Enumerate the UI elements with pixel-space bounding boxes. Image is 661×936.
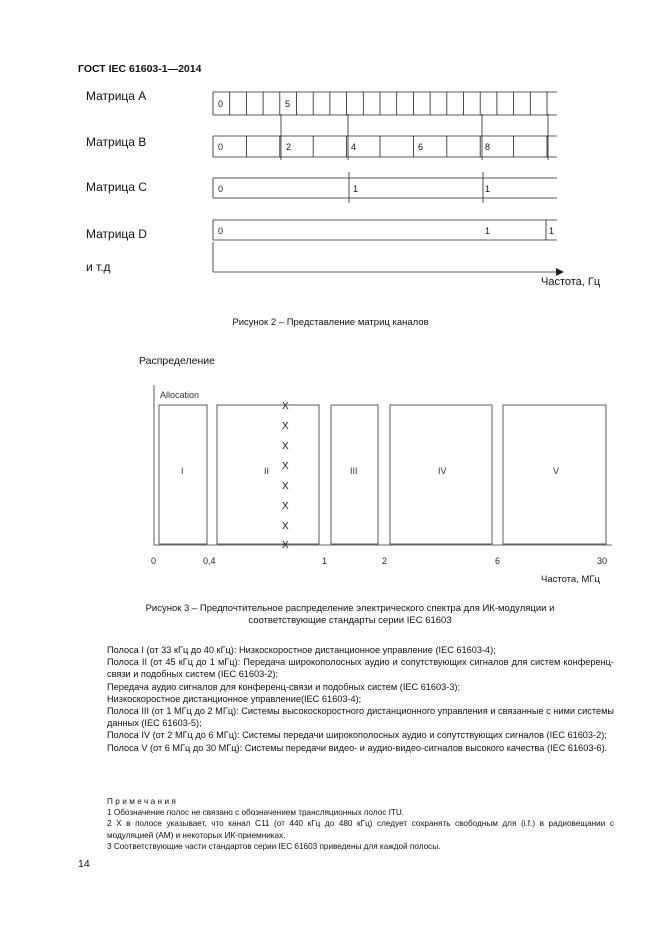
etc-label: и т.д bbox=[86, 260, 111, 274]
frequency-tick-label: 6 bbox=[495, 556, 501, 566]
reserved-channel-x-mark: X bbox=[282, 540, 289, 551]
notes-title: Примечания bbox=[107, 797, 179, 806]
reserved-channel-x-mark: X bbox=[282, 421, 289, 432]
matrix-b-tick: 0 bbox=[218, 142, 224, 152]
matrix-a-tick: 5 bbox=[285, 99, 291, 109]
matrix-d-tick: 0 bbox=[218, 226, 224, 236]
figure-3-caption-line: соответствующие стандарты серии IEC 61603 bbox=[248, 615, 452, 626]
matrix-b-tick: 4 bbox=[351, 142, 357, 152]
matrix-b-label: Матрица В bbox=[86, 135, 147, 149]
reserved-channel-x-mark: X bbox=[282, 461, 289, 472]
note-item: 2 X в полосе указывает, что канал С11 (от 440 кГц до 480 кГц) следует сохранять свободным для (i.f.) в радиовещании с модуляцией (АМ) и некоторых ИК-приемниках. bbox=[107, 819, 614, 840]
frequency-tick-label: 0,4 bbox=[203, 556, 216, 566]
band-label: III bbox=[350, 466, 358, 476]
reserved-channel-x-mark: X bbox=[282, 441, 289, 452]
figure-3-caption-line: Рисунок 3 – Предпочтительное распределение электрического спектра для ИК-модуляции и bbox=[145, 603, 555, 614]
note-item: 1 Обозначение полос не связано с обозначением трансляционных полос ITU. bbox=[107, 808, 405, 818]
matrix-a-tick: 0 bbox=[218, 99, 224, 109]
matrix-d-tick: 1 bbox=[485, 226, 491, 236]
allocation-label: Allocation bbox=[160, 390, 200, 400]
page-number: 14 bbox=[78, 858, 90, 870]
body-paragraph: Низкоскоростное дистанционное управление(IEC 61603-4); bbox=[107, 693, 362, 704]
body-paragraph: Полоса IV (от 2 МГц до 6 МГц): Системы передачи широкополосных аудио и сопутствующих сигналов (IEC 61603-2); bbox=[107, 730, 607, 741]
body-paragraph: Полоса I (от 33 кГц до 40 кГц): Низкоскоростное дистанционное управление (IEC 61603-4); bbox=[107, 645, 496, 655]
body-paragraph: Полоса III (от 1 МГц до 2 МГц): Системы высокоскоростного дистанционного управления и связанные с ними системы данных (IEC 61603-5); bbox=[107, 706, 614, 729]
figure-2-caption: Рисунок 2 – Представление матриц каналов bbox=[232, 317, 429, 328]
band-label: V bbox=[553, 466, 560, 476]
note-item: 3 Соответствующие части стандартов серии IEC 61603 приведены для каждой полосы. bbox=[107, 841, 441, 851]
frequency-hz-axis-label: Частота, Гц bbox=[541, 276, 601, 288]
matrix-a-label: Матрица А bbox=[86, 89, 147, 103]
matrix-c-tick: 0 bbox=[218, 184, 224, 194]
matrix-c-label: Матрица С bbox=[86, 180, 147, 194]
frequency-tick-label: 1 bbox=[322, 556, 328, 566]
matrix-c-tick: 1 bbox=[485, 184, 491, 194]
matrix-b-tick: 6 bbox=[418, 142, 424, 152]
matrix-d-label: Матрица D bbox=[86, 227, 147, 241]
reserved-channel-x-mark: X bbox=[282, 481, 289, 492]
frequency-tick-label: 2 bbox=[382, 556, 388, 566]
document-header-title: ГОСТ IEC 61603-1—2014 bbox=[78, 63, 202, 75]
band-label: II bbox=[264, 466, 270, 476]
body-paragraph: Передача аудио сигналов для конференц-связи и подобных систем (IEC 61603-3); bbox=[107, 681, 461, 692]
reserved-channel-x-mark: X bbox=[282, 501, 289, 512]
matrix-b-tick: 8 bbox=[485, 142, 491, 152]
frequency-tick-label: 30 bbox=[597, 556, 608, 566]
frequency-tick-label: 0 bbox=[151, 556, 157, 566]
distribution-label: Распределение bbox=[139, 355, 215, 367]
reserved-channel-x-mark: X bbox=[282, 521, 289, 532]
body-paragraph: Полоса II (от 45 кГц до 1 мГц): Передача широкополосных аудио и сопутствующих сигналов для систем конференц-связи и подобных систем (IEC 61603-2); bbox=[107, 657, 614, 680]
band-label: I bbox=[181, 466, 184, 476]
body-text bbox=[107, 644, 614, 754]
matrix-c-tick: 1 bbox=[353, 184, 359, 194]
matrix-d-tick: 1 bbox=[549, 226, 555, 236]
band-label: IV bbox=[438, 466, 447, 476]
frequency-mhz-axis-label: Частота, МГц bbox=[541, 574, 600, 585]
figure-3-caption bbox=[90, 603, 610, 627]
reserved-channel-x-mark: X bbox=[282, 401, 289, 412]
matrix-b-tick: 2 bbox=[286, 142, 292, 152]
notes-section bbox=[107, 796, 614, 852]
body-paragraph: Полоса V (от 6 МГц до 30 МГц): Системы передачи видео- и аудио-видео-сигналов высокого качества (IEC 61603-6). bbox=[107, 742, 608, 753]
